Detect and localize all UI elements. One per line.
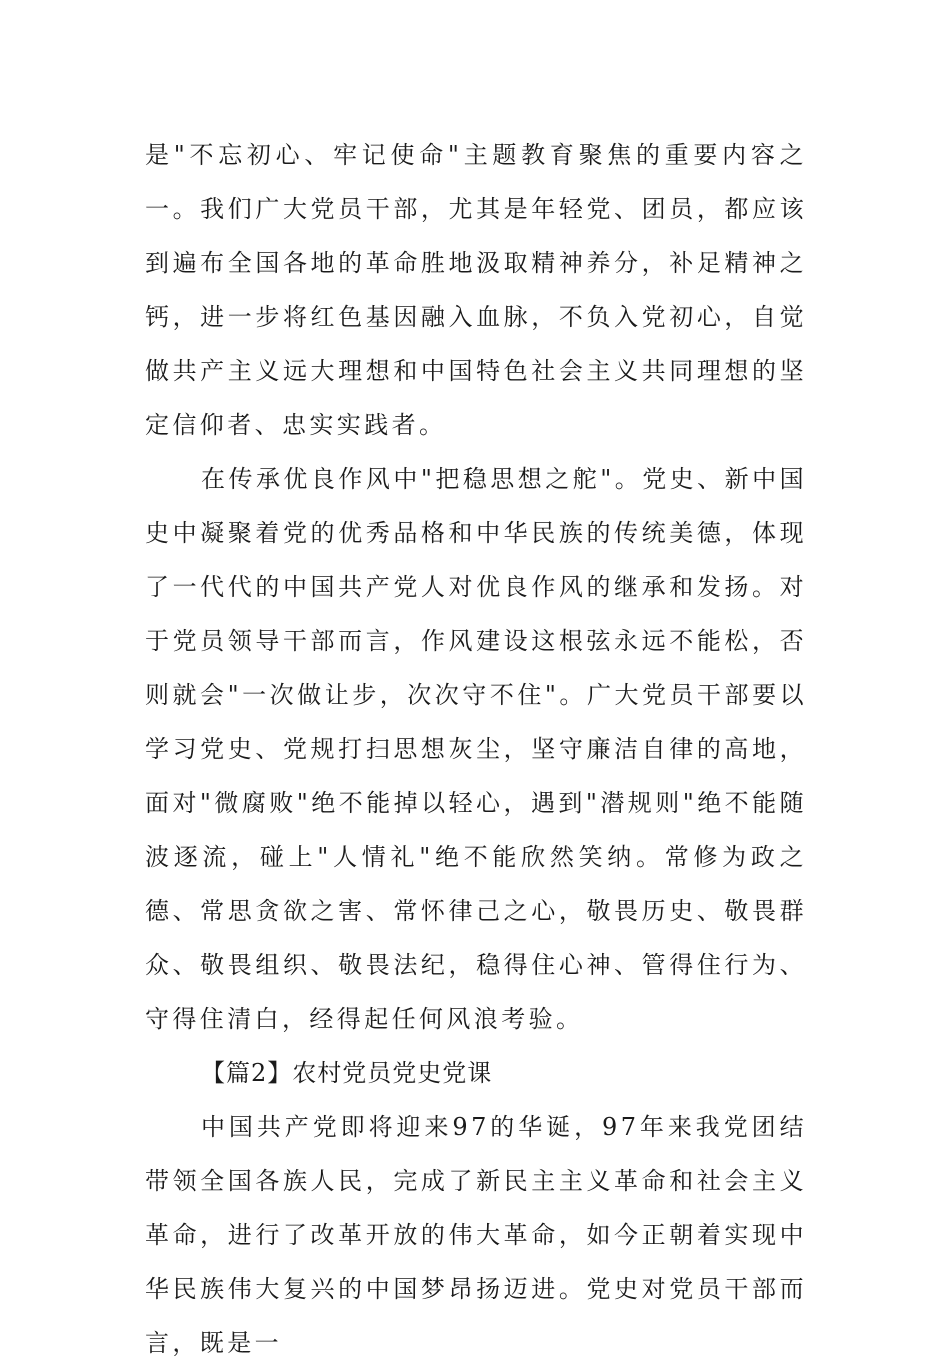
paragraph-2: 在传承优良作风中"把稳思想之舵"。党史、新中国史中凝聚着党的优秀品格和中华民族的传统美德，体现了一代代的中国共产党人对优良作风的继承和发扬。对于党员领导干部而言，作风建设这根弦永远不能松，否则就会"一次做让步，次次守不住"。广大党员干部要以学习党史、党规打扫思想灰尘，坚守廉洁自律的高地，面对"微腐败"绝不能掉以轻心，遇到"潜规则"绝不能随波逐流，碰上"人情礼"绝不能欣然笑纳。常修为政之德、常思贪欲之害、常怀律己之心，敬畏历史、敬畏群众、敬畏组织、敬畏法纪，稳得住心神、管得住行为、守得住清白，经得起任何风浪考验。 (145, 465, 807, 1033)
paragraph-1: 是"不忘初心、牢记使命"主题教育聚焦的重要内容之一。我们广大党员干部，尤其是年轻党、团员，都应该到遍布全国各地的革命胜地汲取精神养分，补足精神之钙，进一步将红色基因融入血脉，不负入党初心，自觉做共产主义远大理想和中国特色社会主义共同理想的坚定信仰者、忠实实践者。 (145, 141, 807, 439)
section-heading: 【篇2】农村党员党史党课 (201, 1059, 493, 1087)
section-paragraph: 中国共产党即将迎来97的华诞，97年来我党团结带领全国各族人民，完成了新民主主义革命和社会主义革命，进行了改革开放的伟大革命，如今正朝着实现中华民族伟大复兴的中国梦昂扬迈进。党史对党员干部而言，既是一 (145, 1113, 807, 1357)
document-body (145, 128, 807, 1370)
